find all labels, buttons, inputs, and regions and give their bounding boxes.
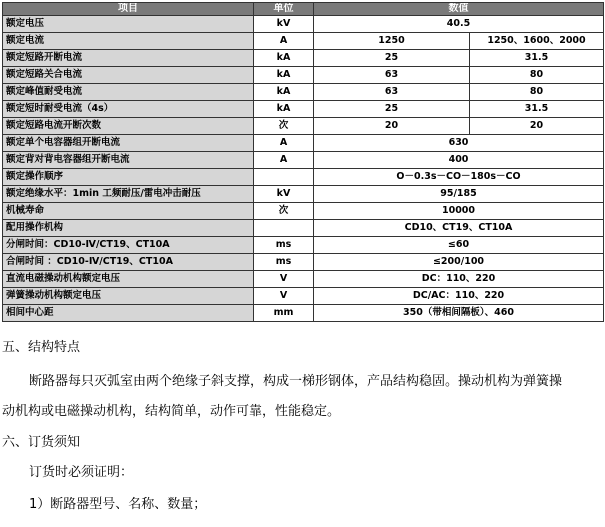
row-value: 400 xyxy=(314,152,604,169)
table-row xyxy=(3,67,604,84)
table-row xyxy=(3,254,604,271)
row-value: 25 xyxy=(314,50,470,67)
row-item-label: 额定短时耐受电流（4s） xyxy=(3,101,254,118)
row-value: 63 xyxy=(314,67,470,84)
row-unit: ms xyxy=(254,237,314,254)
table-header-row xyxy=(3,3,604,16)
row-value: ≤60 xyxy=(314,237,604,254)
row-unit: A xyxy=(254,152,314,169)
row-item-label: 相间中心距 xyxy=(3,305,254,322)
row-item-label: 额定操作顺序 xyxy=(3,169,254,186)
row-item-label: 额定峰值耐受电流 xyxy=(3,84,254,101)
row-item-label: 额定短路开断电流 xyxy=(3,50,254,67)
row-unit: kV xyxy=(254,186,314,203)
order-item-1: 1）断路器型号、名称、数量； xyxy=(29,497,207,512)
table-row xyxy=(3,271,604,288)
table-row xyxy=(3,186,604,203)
row-item-label: 额定短路电流开断次数 xyxy=(3,118,254,135)
row-unit: kA xyxy=(254,50,314,67)
row-value: CD10、CT19、CT10A xyxy=(314,220,604,237)
row-item-label: 额定短路关合电流 xyxy=(3,67,254,84)
row-unit xyxy=(254,220,314,237)
structure-heading: 五、结构特点 xyxy=(2,340,81,355)
table-row xyxy=(3,84,604,101)
row-value: 25 xyxy=(314,101,470,118)
row-value: 20 xyxy=(314,118,470,135)
row-item-label: 合闸时间 ：CD10-Ⅳ/CT19、CT10A xyxy=(3,254,254,271)
row-item-label: 额定绝缘水平：1min 工频耐压/雷电冲击耐压 xyxy=(3,186,254,203)
table-row xyxy=(3,220,604,237)
structure-line-1: 断路器每只灭弧室由两个绝缘子斜支撑，构成一梯形钢体，产品结构稳固。操动机构为弹簧操 xyxy=(29,374,563,389)
table-row xyxy=(3,135,604,152)
table-row xyxy=(3,16,604,33)
row-value: 1250 xyxy=(314,33,470,50)
table-row xyxy=(3,152,604,169)
row-unit: kV xyxy=(254,16,314,33)
table-row xyxy=(3,50,604,67)
row-item-label: 直流电磁操动机构额定电压 xyxy=(3,271,254,288)
table-row xyxy=(3,288,604,305)
table-row xyxy=(3,237,604,254)
row-value: DC：110、220 xyxy=(314,271,604,288)
row-value: 31.5 xyxy=(470,50,604,67)
table-body xyxy=(3,16,604,322)
row-unit xyxy=(254,169,314,186)
header-unit: 单位 xyxy=(254,3,314,16)
row-value: 63 xyxy=(314,84,470,101)
row-unit: V xyxy=(254,288,314,305)
row-unit: A xyxy=(254,135,314,152)
table-row xyxy=(3,101,604,118)
table-row xyxy=(3,169,604,186)
row-unit: kA xyxy=(254,101,314,118)
row-value: 630 xyxy=(314,135,604,152)
row-unit: kA xyxy=(254,84,314,101)
row-item-label: 额定单个电容器组开断电流 xyxy=(3,135,254,152)
row-value: 1250、1600、2000 xyxy=(470,33,604,50)
row-value: 20 xyxy=(470,118,604,135)
row-item-label: 配用操作机构 xyxy=(3,220,254,237)
structure-line-2: 动机构或电磁操动机构，结构简单，动作可靠，性能稳定。 xyxy=(2,404,341,419)
row-unit: kA xyxy=(254,67,314,84)
row-unit: mm xyxy=(254,305,314,322)
row-unit: ms xyxy=(254,254,314,271)
row-value: 31.5 xyxy=(470,101,604,118)
row-value: 80 xyxy=(470,84,604,101)
order-heading: 六、订货须知 xyxy=(2,435,81,450)
row-item-label: 额定电压 xyxy=(3,16,254,33)
row-unit: 次 xyxy=(254,203,314,220)
row-unit: 次 xyxy=(254,118,314,135)
row-unit: A xyxy=(254,33,314,50)
header-value: 数值 xyxy=(314,3,604,16)
table-row xyxy=(3,305,604,322)
row-value: 10000 xyxy=(314,203,604,220)
header-item: 项目 xyxy=(3,3,254,16)
table-row xyxy=(3,118,604,135)
row-value: 95/185 xyxy=(314,186,604,203)
order-intro: 订货时必须证明： xyxy=(29,465,134,480)
row-item-label: 额定背对背电容器组开断电流 xyxy=(3,152,254,169)
spec-table xyxy=(2,2,604,322)
row-value: 40.5 xyxy=(314,16,604,33)
row-value: O－0.3s－CO－180s－CO xyxy=(314,169,604,186)
row-item-label: 弹簧操动机构额定电压 xyxy=(3,288,254,305)
table-row xyxy=(3,203,604,220)
row-item-label: 机械寿命 xyxy=(3,203,254,220)
table-row xyxy=(3,33,604,50)
row-value: 350（带相间隔板）、460 xyxy=(314,305,604,322)
row-unit: V xyxy=(254,271,314,288)
row-item-label: 分闸时间：CD10-Ⅳ/CT19、CT10A xyxy=(3,237,254,254)
row-value: 80 xyxy=(470,67,604,84)
row-value: ≤200/100 xyxy=(314,254,604,271)
row-item-label: 额定电流 xyxy=(3,33,254,50)
row-value: DC/AC：110、220 xyxy=(314,288,604,305)
